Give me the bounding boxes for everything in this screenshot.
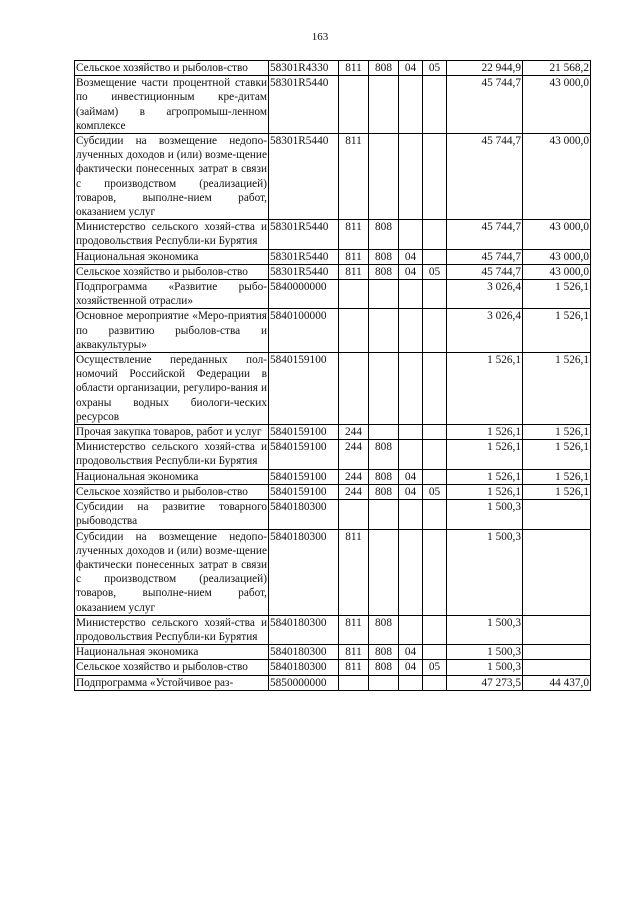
row-amount-year-1: 1 526,1 bbox=[447, 440, 523, 469]
row-amount-year-1: 1 500,3 bbox=[447, 645, 523, 660]
row-amount-year-1: 45 744,7 bbox=[447, 134, 523, 220]
row-section: 04 bbox=[399, 660, 423, 675]
row-section bbox=[399, 220, 423, 249]
row-amount-year-2 bbox=[523, 500, 591, 529]
row-name: Субсидии на развитие товарного рыбоводства bbox=[76, 501, 267, 528]
budget-table bbox=[74, 60, 591, 691]
row-subsection bbox=[423, 440, 447, 469]
row-expense-type: 244 bbox=[339, 484, 369, 499]
row-expense-type: 244 bbox=[339, 425, 369, 440]
row-subsection: 05 bbox=[423, 61, 447, 76]
row-code: 58301R4330 bbox=[269, 61, 339, 76]
row-code: 5840159100 bbox=[269, 440, 339, 469]
row-name: Министерство сельского хозяй-ства и продовольствия Республи-ки Бурятия bbox=[76, 221, 267, 248]
row-subsection bbox=[423, 353, 447, 425]
row-name: Сельское хозяйство и рыболов-ство bbox=[75, 660, 269, 675]
row-ministry-code: 808 bbox=[369, 220, 399, 249]
table-row bbox=[75, 529, 591, 615]
row-amount-year-1: 1 500,3 bbox=[447, 529, 523, 615]
row-expense-type: 811 bbox=[339, 264, 369, 279]
row-subsection bbox=[423, 425, 447, 440]
row-subsection bbox=[423, 469, 447, 484]
row-amount-year-1: 45 744,7 bbox=[447, 76, 523, 134]
row-amount-year-2: 1 526,1 bbox=[523, 280, 591, 309]
row-expense-type bbox=[339, 76, 369, 134]
row-amount-year-1: 1 526,1 bbox=[447, 469, 523, 484]
row-name: Сельское хозяйство и рыболов-ство bbox=[75, 264, 269, 279]
row-amount-year-2: 43 000,0 bbox=[523, 134, 591, 220]
row-code: 5840180300 bbox=[269, 645, 339, 660]
row-subsection bbox=[423, 249, 447, 264]
row-section: 04 bbox=[399, 264, 423, 279]
row-code: 58301R5440 bbox=[269, 220, 339, 249]
row-code: 58301R5440 bbox=[269, 76, 339, 134]
row-section bbox=[399, 615, 423, 644]
row-section bbox=[399, 440, 423, 469]
row-amount-year-1: 22 944,9 bbox=[447, 61, 523, 76]
row-expense-type bbox=[339, 675, 369, 690]
row-amount-year-1: 45 744,7 bbox=[447, 220, 523, 249]
row-code: 5840159100 bbox=[269, 425, 339, 440]
row-code: 5840159100 bbox=[269, 469, 339, 484]
row-subsection: 05 bbox=[423, 484, 447, 499]
row-expense-type: 811 bbox=[339, 615, 369, 644]
row-name: Подпрограмма «Устойчивое раз- bbox=[75, 675, 269, 690]
row-ministry-code: 808 bbox=[369, 615, 399, 644]
row-section bbox=[399, 425, 423, 440]
row-amount-year-2: 44 437,0 bbox=[523, 675, 591, 690]
row-amount-year-2: 1 526,1 bbox=[523, 309, 591, 353]
row-amount-year-2: 43 000,0 bbox=[523, 264, 591, 279]
table-row bbox=[75, 615, 591, 644]
row-ministry-code bbox=[369, 500, 399, 529]
row-amount-year-2: 1 526,1 bbox=[523, 469, 591, 484]
row-amount-year-2: 43 000,0 bbox=[523, 76, 591, 134]
row-code: 5840180300 bbox=[269, 500, 339, 529]
row-subsection bbox=[423, 645, 447, 660]
row-name: Национальная экономика bbox=[75, 469, 269, 484]
row-expense-type: 244 bbox=[339, 469, 369, 484]
row-name: Субсидии на возмещение недопо-лученных доходов и (или) возме-щение фактически понесенных затрат в связи с производством (реализацией) товаров, выполне-нием работ, оказанием услуг bbox=[76, 530, 267, 614]
row-subsection bbox=[423, 220, 447, 249]
row-amount-year-2: 1 526,1 bbox=[523, 353, 591, 425]
row-code: 5840180300 bbox=[269, 615, 339, 644]
row-ministry-code: 808 bbox=[369, 645, 399, 660]
row-ministry-code bbox=[369, 425, 399, 440]
row-name: Субсидии на возмещение недопо-лученных доходов и (или) возме-щение фактически понесенных затрат в связи с производством (реализацией) товаров, выполне-нием работ, оказанием услуг bbox=[76, 135, 267, 219]
table-row bbox=[75, 484, 591, 499]
table-row bbox=[75, 220, 591, 249]
row-amount-year-1: 1 500,3 bbox=[447, 500, 523, 529]
row-subsection bbox=[423, 500, 447, 529]
row-amount-year-1: 47 273,5 bbox=[447, 675, 523, 690]
row-subsection bbox=[423, 529, 447, 615]
table-row bbox=[75, 440, 591, 469]
row-amount-year-2: 1 526,1 bbox=[523, 484, 591, 499]
row-section bbox=[399, 529, 423, 615]
row-section: 04 bbox=[399, 469, 423, 484]
table-row bbox=[75, 660, 591, 675]
table-row bbox=[75, 353, 591, 425]
row-amount-year-1: 1 500,3 bbox=[447, 660, 523, 675]
row-code: 5840159100 bbox=[269, 484, 339, 499]
row-name: Министерство сельского хозяй-ства и продовольствия Республи-ки Бурятия bbox=[76, 616, 267, 643]
row-section bbox=[399, 675, 423, 690]
row-code: 5840000000 bbox=[269, 280, 339, 309]
row-section: 04 bbox=[399, 645, 423, 660]
row-expense-type: 811 bbox=[339, 61, 369, 76]
row-expense-type: 811 bbox=[339, 660, 369, 675]
table-row bbox=[75, 280, 591, 309]
row-amount-year-1: 1 526,1 bbox=[447, 425, 523, 440]
row-section: 04 bbox=[399, 484, 423, 499]
row-code: 5840159100 bbox=[269, 353, 339, 425]
row-name: Основное мероприятие «Меро-приятия по развитию рыболов-ства и аквакультуры» bbox=[76, 310, 267, 351]
row-name: Осуществление переданных пол-номочий Российской Федерации в области организации, регулиро-вания и охраны водных биологи-ческих ресурсов bbox=[76, 354, 267, 423]
row-ministry-code bbox=[369, 134, 399, 220]
row-subsection bbox=[423, 134, 447, 220]
row-ministry-code bbox=[369, 309, 399, 353]
row-name: Сельское хозяйство и рыболов-ство bbox=[75, 61, 269, 76]
row-subsection bbox=[423, 675, 447, 690]
row-amount-year-1: 45 744,7 bbox=[447, 249, 523, 264]
row-code: 58301R5440 bbox=[269, 264, 339, 279]
row-amount-year-2 bbox=[523, 660, 591, 675]
row-expense-type bbox=[339, 280, 369, 309]
row-ministry-code bbox=[369, 675, 399, 690]
row-name: Министерство сельского хозяй-ства и продовольствия Республи-ки Бурятия bbox=[76, 441, 267, 468]
row-code: 5840100000 bbox=[269, 309, 339, 353]
row-expense-type: 811 bbox=[339, 645, 369, 660]
row-subsection bbox=[423, 309, 447, 353]
row-expense-type bbox=[339, 500, 369, 529]
table-row bbox=[75, 61, 591, 76]
row-subsection bbox=[423, 76, 447, 134]
row-subsection: 05 bbox=[423, 264, 447, 279]
row-ministry-code: 808 bbox=[369, 61, 399, 76]
row-amount-year-2: 43 000,0 bbox=[523, 249, 591, 264]
row-ministry-code bbox=[369, 76, 399, 134]
row-section: 04 bbox=[399, 249, 423, 264]
row-amount-year-1: 1 500,3 bbox=[447, 615, 523, 644]
row-expense-type: 811 bbox=[339, 220, 369, 249]
row-expense-type bbox=[339, 353, 369, 425]
row-section: 04 bbox=[399, 61, 423, 76]
row-ministry-code: 808 bbox=[369, 249, 399, 264]
row-amount-year-2: 21 568,2 bbox=[523, 61, 591, 76]
row-subsection bbox=[423, 615, 447, 644]
row-amount-year-1: 3 026,4 bbox=[447, 280, 523, 309]
row-section bbox=[399, 309, 423, 353]
row-amount-year-2 bbox=[523, 615, 591, 644]
row-code: 5840180300 bbox=[269, 660, 339, 675]
row-expense-type: 244 bbox=[339, 440, 369, 469]
row-section bbox=[399, 134, 423, 220]
table-row bbox=[75, 500, 591, 529]
row-name: Прочая закупка товаров, работ и услуг bbox=[75, 425, 269, 440]
row-ministry-code bbox=[369, 353, 399, 425]
table-row bbox=[75, 76, 591, 134]
table-row bbox=[75, 469, 591, 484]
row-ministry-code: 808 bbox=[369, 660, 399, 675]
row-amount-year-2: 1 526,1 bbox=[523, 440, 591, 469]
row-expense-type: 811 bbox=[339, 249, 369, 264]
row-section bbox=[399, 76, 423, 134]
table-row bbox=[75, 675, 591, 690]
row-code: 5850000000 bbox=[269, 675, 339, 690]
row-name: Национальная экономика bbox=[75, 249, 269, 264]
row-amount-year-2 bbox=[523, 529, 591, 615]
row-amount-year-2: 43 000,0 bbox=[523, 220, 591, 249]
row-ministry-code bbox=[369, 529, 399, 615]
row-section bbox=[399, 500, 423, 529]
row-expense-type: 811 bbox=[339, 529, 369, 615]
row-amount-year-1: 1 526,1 bbox=[447, 353, 523, 425]
row-amount-year-1: 3 026,4 bbox=[447, 309, 523, 353]
row-code: 5840180300 bbox=[269, 529, 339, 615]
row-ministry-code: 808 bbox=[369, 440, 399, 469]
row-ministry-code: 808 bbox=[369, 469, 399, 484]
row-amount-year-1: 45 744,7 bbox=[447, 264, 523, 279]
row-name: Сельское хозяйство и рыболов-ство bbox=[75, 484, 269, 499]
row-amount-year-2 bbox=[523, 645, 591, 660]
row-expense-type bbox=[339, 309, 369, 353]
row-subsection: 05 bbox=[423, 660, 447, 675]
row-expense-type: 811 bbox=[339, 134, 369, 220]
row-ministry-code: 808 bbox=[369, 264, 399, 279]
page-number: 163 bbox=[311, 31, 329, 43]
table-row bbox=[75, 134, 591, 220]
table-row bbox=[75, 645, 591, 660]
table-row bbox=[75, 249, 591, 264]
row-ministry-code: 808 bbox=[369, 484, 399, 499]
row-amount-year-2: 1 526,1 bbox=[523, 425, 591, 440]
row-section bbox=[399, 353, 423, 425]
row-ministry-code bbox=[369, 280, 399, 309]
row-amount-year-1: 1 526,1 bbox=[447, 484, 523, 499]
row-name: Возмещение части процентной ставки по инвестиционным кре-дитам (займам) в агропромыш-ленном комплексе bbox=[76, 77, 267, 132]
row-name: Национальная экономика bbox=[75, 645, 269, 660]
table-row bbox=[75, 264, 591, 279]
row-name: Подпрограмма «Развитие рыбо-хозяйственной отрасли» bbox=[76, 281, 267, 308]
row-code: 58301R5440 bbox=[269, 249, 339, 264]
row-code: 58301R5440 bbox=[269, 134, 339, 220]
table-row bbox=[75, 425, 591, 440]
table-row bbox=[75, 309, 591, 353]
row-subsection bbox=[423, 280, 447, 309]
row-section bbox=[399, 280, 423, 309]
